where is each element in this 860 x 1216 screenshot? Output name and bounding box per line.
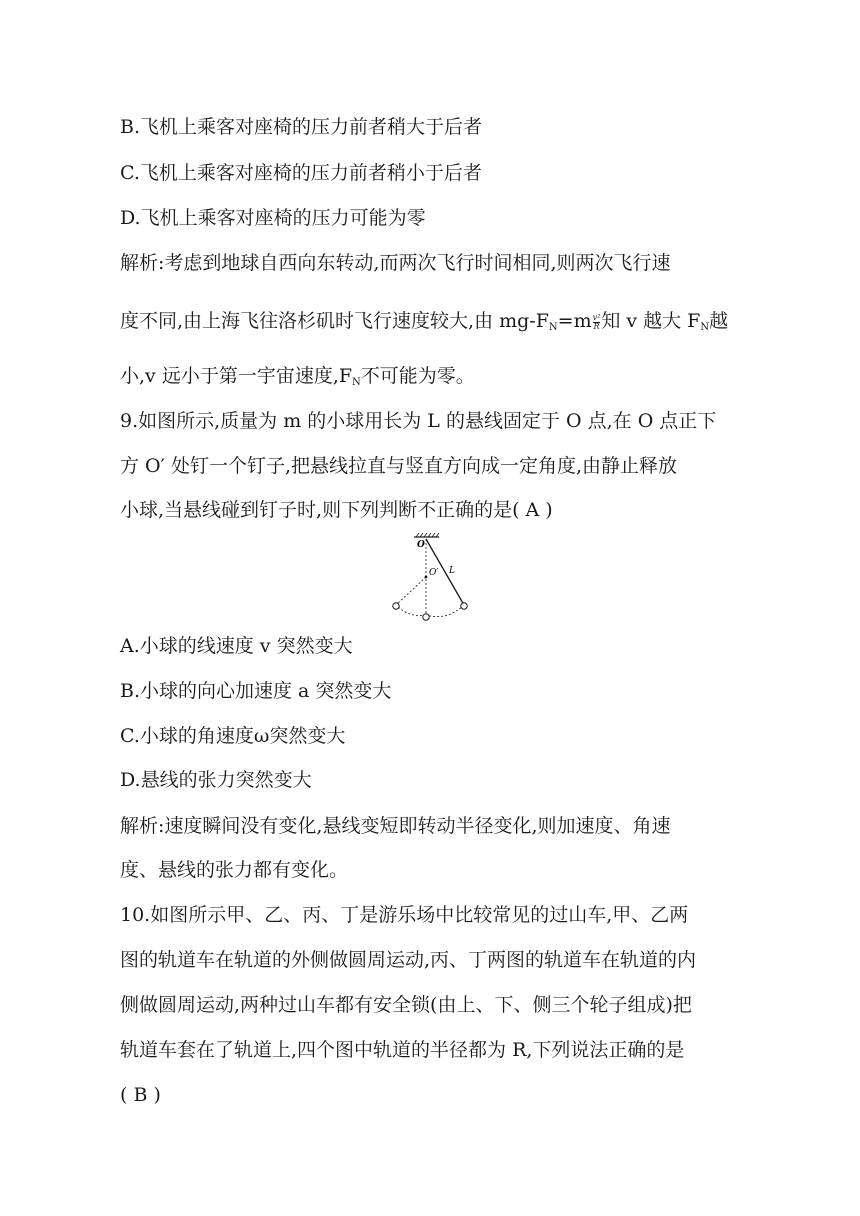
analysis-q9-line1: 解析:速度瞬间没有变化,悬线变短即转动半径变化,则加速度、角速 [120,815,671,837]
question-9-line2: 方 O′ 处钉一个钉子,把悬线拉直与竖直方向成一定角度,由静止释放 [120,455,678,477]
option-a-q9: A.小球的线速度 v 突然变大 [120,635,353,657]
question-10-line4: 轨道车套在了轨道上,四个图中轨道的半径都为 R,下列说法正确的是 [120,1039,685,1061]
option-b-q9: B.小球的向心加速度 a 突然变大 [120,680,392,702]
fraction-numerator: v² [592,312,601,322]
option-d-q8: D.飞机上乘客对座椅的压力可能为零 [120,207,426,229]
question-10-line2: 图的轨道车在轨道的外侧做圆周运动,丙、丁两图的轨道车在轨道的内 [120,949,697,971]
text-segment: 越 [709,310,729,332]
label-l: L [449,566,455,576]
option-d-q9: D.悬线的张力突然变大 [120,769,312,791]
text-segment: 度不同,由上海飞往洛杉矶时飞行速度较大,由 mg-F [120,310,549,332]
question-10-line3: 侧做圆周运动,两种过山车都有安全锁(由上、下、侧三个轮子组成)把 [120,994,692,1016]
analysis-q8-line3 [120,364,475,395]
pendulum-diagram [385,533,475,625]
text-segment: =m [557,310,592,332]
text-segment: 小,v 远小于第一宇宙速度,F [120,365,353,387]
pendulum-figure [385,533,475,625]
fraction-denominator: R [593,321,600,331]
subscript: N [548,322,558,333]
question-9-line1: 9.如图所示,质量为 m 的小球用长为 L 的悬线固定于 O 点,在 O 点正下 [120,410,717,432]
text-segment: 不可能为零。 [360,365,475,387]
fraction [593,314,601,331]
analysis-q8-line2 [120,309,728,340]
label-o: O [417,540,425,550]
option-c-q9: C.小球的角速度ω突然变大 [120,725,346,747]
question-10-line5: ( B ) [120,1084,161,1106]
subscript: N [352,377,361,388]
question-10-line1: 10.如图所示甲、乙、丙、丁是游乐场中比较常见的过山车,甲、乙两 [120,904,689,926]
analysis-q9-line2: 度、悬线的张力都有变化。 [120,859,349,881]
label-o-prime: O′ [429,568,439,578]
option-c-q8: C.飞机上乘客对座椅的压力前者稍小于后者 [120,162,482,184]
question-9-line3: 小球,当悬线碰到钉子时,则下列判断不正确的是( A ) [120,499,553,521]
text-segment: 知 v 越大 F [601,310,701,332]
subscript: N [700,322,710,333]
option-b-q8: B.飞机上乘客对座椅的压力前者稍大于后者 [120,116,483,138]
analysis-q8-line1: 解析:考虑到地球自西向东转动,而两次飞行时间相同,则两次飞行速 [120,252,671,274]
